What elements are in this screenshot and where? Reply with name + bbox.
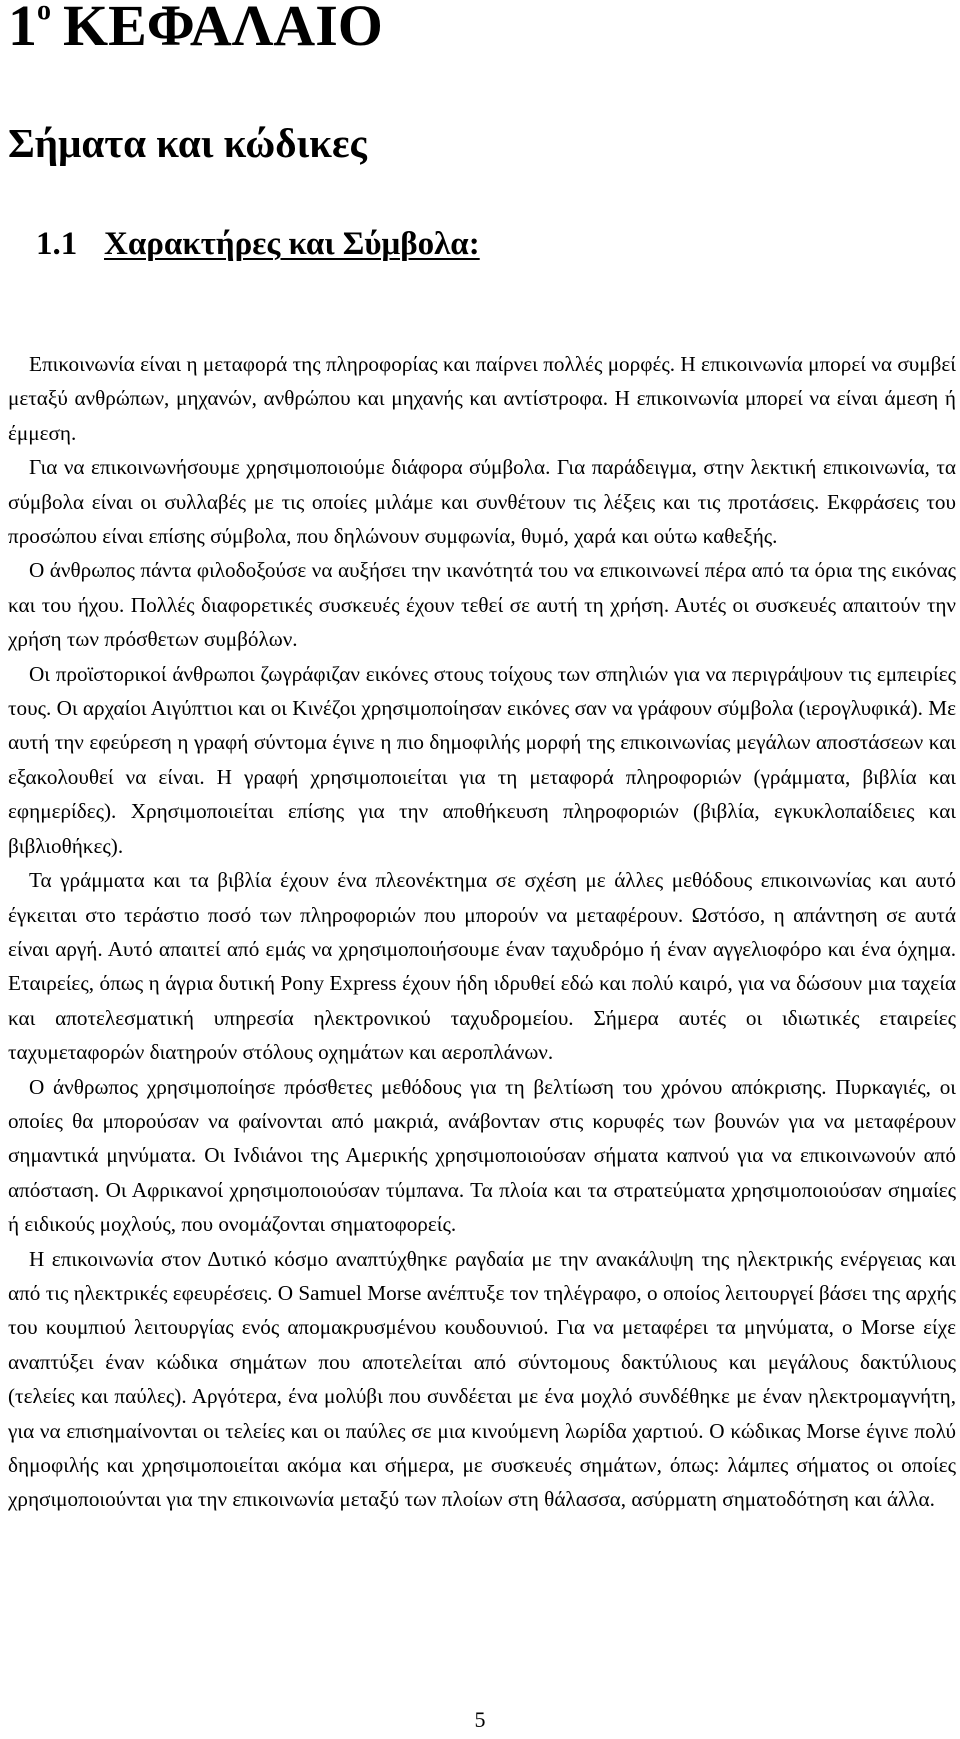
body-text bbox=[8, 347, 956, 1517]
subsection-number: 1.1 bbox=[36, 226, 78, 262]
subsection-heading bbox=[36, 223, 480, 265]
page-number: 5 bbox=[474, 1707, 486, 1732]
chapter-title: ΚΕΦΑΛΑΙΟ bbox=[63, 0, 383, 58]
paragraph: Η επικοινωνία στον Δυτικό κόσμο αναπτύχθηκε ραγδαία με την ανακάλυψη της ηλεκτρικής ενέργειας και από τις ηλεκτρικές εφευρέσεις. Ο Samuel Morse ανέπτυξε τον τηλέγραφο, ο οποίος λειτουργεί βάσει της αρχής του κουμπιού λειτουργίας ενός απομακρυσμένου κουδουνιού. Για να μεταφέρει τα μηνύματα, ο Morse είχε αναπτύξει έναν κώδικα σημάτων που αποτελείται από σύντομους δακτύλιους και μεγάλους δακτύλιους (τελείες και παύλες). Αργότερα, ένα μολύβι που συνδέεται με ένα μοχλό συνδέθηκε με έναν ηλεκτρομαγνήτη, για να επισημαίνονται οι τελείες και οι παύλες σε μια κινούμενη λωρίδα χαρτιού. Ο κώδικας Morse έγινε πολύ δημοφιλής και χρησιμοποιείται ακόμα και σήμερα, με συσκευές σημάτων, όπως: λάμπες σήματος οι οποίες χρησιμοποιούνται για την επικοινωνία μεταξύ των πλοίων στη θάλασσα, ασύρματη σηματοδότηση και άλλα. bbox=[8, 1246, 956, 1512]
paragraph: Επικοινωνία είναι η μεταφορά της πληροφορίας και παίρνει πολλές μορφές. Η επικοινωνία μπορεί να συμβεί μεταξύ ανθρώπων, μηχανών, ανθρώπου και μηχανής και αντίστροφα. Η επικοινωνία μπορεί να είναι άμεση ή έμμεση. bbox=[8, 352, 956, 445]
paragraph: Ο άνθρωπος χρησιμοποίησε πρόσθετες μεθόδους για τη βελτίωση του χρόνου απόκρισης. Πυρκαγιές, οι οποίες θα μπορούσαν να φαίνονται από μακριά, ανάβονταν στις κορυφές των βουνών για να μεταφέρουν σημαντικά μηνύματα. Οι Ινδιάνοι της Αμερικής χρησιμοποιούσαν σήματα καπνού για να επικοινωνούν από απόσταση. Οι Αφρικανοί χρησιμοποιούσαν τύμπανα. Τα πλοία και τα στρατεύματα χρησιμοποιούσαν σημαίες ή ειδικούς μοχλούς, που ονομάζονται σηματοφορείς. bbox=[8, 1074, 956, 1237]
paragraph: Τα γράμματα και τα βιβλία έχουν ένα πλεονέκτημα σε σχέση με άλλες μεθόδους επικοινωνίας και αυτό έγκειται στο τεράστιο ποσό των πληροφοριών που μπορούν να μεταφέρουν. Ωστόσο, η απάντηση σε αυτά είναι αργή. Αυτό απαιτεί από εμάς να χρησιμοποιήσουμε έναν ταχυδρόμο ή έναν αγγελιοφόρο και ένα όχημα. Εταιρείες, όπως η άγρια δυτική Pony Express έχουν ήδη ιδρυθεί εδώ και πολύ καιρό, για να δώσουν μια ταχεία και αποτελεσματική υπηρεσία ηλεκτρονικού ταχυδρομείου. Σήμερα αυτές οι ιδιωτικές εταιρείες ταχυμεταφορών διατηρούν στόλους οχημάτων και αεροπλάνων. bbox=[8, 868, 956, 1065]
paragraph: Ο άνθρωπος πάντα φιλοδοξούσε να αυξήσει την ικανότητά του να επικοινωνεί πέρα από τα όρια της εικόνας και του ήχου. Πολλές διαφορετικές συσκευές έχουν τεθεί σε αυτή τη χρήση. Αυτές οι συσκευές απαιτούν την χρήση των πρόσθετων συμβόλων. bbox=[8, 558, 956, 652]
paragraph: Οι προϊστορικοί άνθρωποι ζωγράφιζαν εικόνες στους τοίχους των σπηλιών για να περιγράψουν τις εμπειρίες τους. Οι αρχαίοι Αιγύπτιοι και οι Κινέζοι χρησιμοποίησαν εικόνες σαν να γράφουν σύμβολα (ιερογλυφικά). Με αυτή την εφεύρεση η γραφή σύντομα έγινε η πιο δημοφιλής μορφή της επικοινωνίας μεγάλων αποστάσεων και εξακολουθεί να είναι. Η γραφή χρησιμοποιείται για τη μεταφορά πληροφοριών (γράμματα, βιβλία και εφημερίδες). Χρησιμοποιείται επίσης για την αποθήκευση πληροφοριών (βιβλία, εγκυκλοπαίδειες και βιβλιοθήκες). bbox=[8, 661, 956, 858]
section-title: Σήματα και κώδικες bbox=[8, 120, 367, 166]
chapter-ordinal-superscript: ο bbox=[37, 0, 51, 26]
subsection-title: Χαρακτήρες και Σύμβολα: bbox=[104, 226, 480, 262]
chapter-number: 1 bbox=[8, 0, 37, 58]
paragraph: Για να επικοινωνήσουμε χρησιμοποιούμε διάφορα σύμβολα. Για παράδειγμα, στην λεκτική επικοινωνία, τα σύμβολα είναι οι συλλαβές με τις οποίες μιλάμε και συνθέτουν τις λέξεις και τις προτάσεις. Εκφράσεις του προσώπου είναι επίσης σύμβολα, που δηλώνουν συμφωνία, θυμό, χαρά και ούτω καθεξής. bbox=[8, 455, 956, 549]
chapter-heading bbox=[8, 0, 383, 58]
